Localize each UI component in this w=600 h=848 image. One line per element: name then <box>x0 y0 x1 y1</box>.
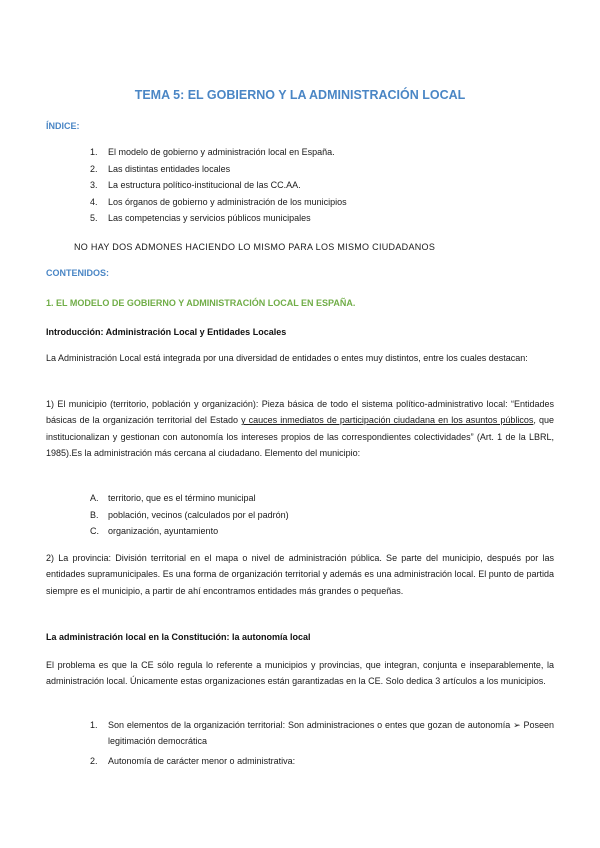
list-item: C. organización, ayuntamiento <box>90 526 219 536</box>
index-item: 4. Los órganos de gobierno y administración de los municipios <box>90 196 347 207</box>
list-item: B. población, vecinos (calculados por el padrón) <box>90 509 289 520</box>
list-item: 2. Autonomía de carácter menor o administrativa: <box>90 755 296 766</box>
section-1-heading: 1. EL MODELO DE GOBIERNO Y ADMINISTRACIÓN LOCAL EN ESPAÑA. <box>46 298 356 308</box>
constitucion-paragraph: El problema es que la CE sólo regula lo referente a municipios y provincias, que integran, conjunta e inseparablemente, la administración local. Únicamente estas organizaciones están garantizadas en la CE. Solo dedica 3 artículos a los municipios. <box>46 660 554 687</box>
municipio-paragraph: 1) El municipio (territorio, población y organización): Pieza básica de todo el sistema político-administrativo local: “Entidades básicas de la organización territorial del Estado y cauces inmediatos de participación ciudadana en los asuntos públicos, que institucionalizan y gestionan con autonomía los intereses propios de las correspondientes colectividades” (Art. 1 de la LBRL, 1985).Es la administración más cercana al ciudadano. Elemento del municipio: <box>46 399 554 458</box>
contents-heading: CONTENIDOS: <box>46 268 109 278</box>
municipio-elements-list <box>90 493 289 543</box>
index-item: 3. La estructura político-institucional de las CC.AA. <box>90 180 301 190</box>
note-text: NO HAY DOS ADMONES HACIENDO LO MISMO PARA LOS MISMO CIUDADANOS <box>74 242 436 252</box>
constitucion-list <box>90 717 554 769</box>
provincia-paragraph: 2) La provincia: División territorial en el mapa o nivel de administración pública. Se parte del municipio, después por las entidades supramunicipales. Es una forma de organización territorial y además es una administración local. El punto de partida siempre es el municipio, a partir de ahí encontramos entidades más grandes o pequeñas. <box>46 553 554 596</box>
index-list <box>90 147 347 230</box>
index-item: 5. Las competencias y servicios públicos municipales <box>90 213 311 223</box>
page-title: TEMA 5: EL GOBIERNO Y LA ADMINISTRACIÓN LOCAL <box>134 88 466 102</box>
list-item: 1. Son elementos de la organización territorial: Son administraciones o entes que gozan de autonomía ➢ Poseen legitimación democrática <box>90 720 554 747</box>
index-item: 2. Las distintas entidades locales <box>90 163 231 174</box>
constitucion-heading: La administración local en la Constitución: la autonomía local <box>46 632 311 642</box>
intro-heading: Introducción: Administración Local y Entidades Locales <box>46 327 287 337</box>
index-heading: ÍNDICE: <box>46 121 80 131</box>
list-item: A. territorio, que es el término municipal <box>90 493 256 503</box>
index-item: 1. El modelo de gobierno y administración local en España. <box>90 147 335 157</box>
intro-paragraph: La Administración Local está integrada por una diversidad de entidades o entes muy distintos, entre los cuales destacan: <box>46 353 528 363</box>
